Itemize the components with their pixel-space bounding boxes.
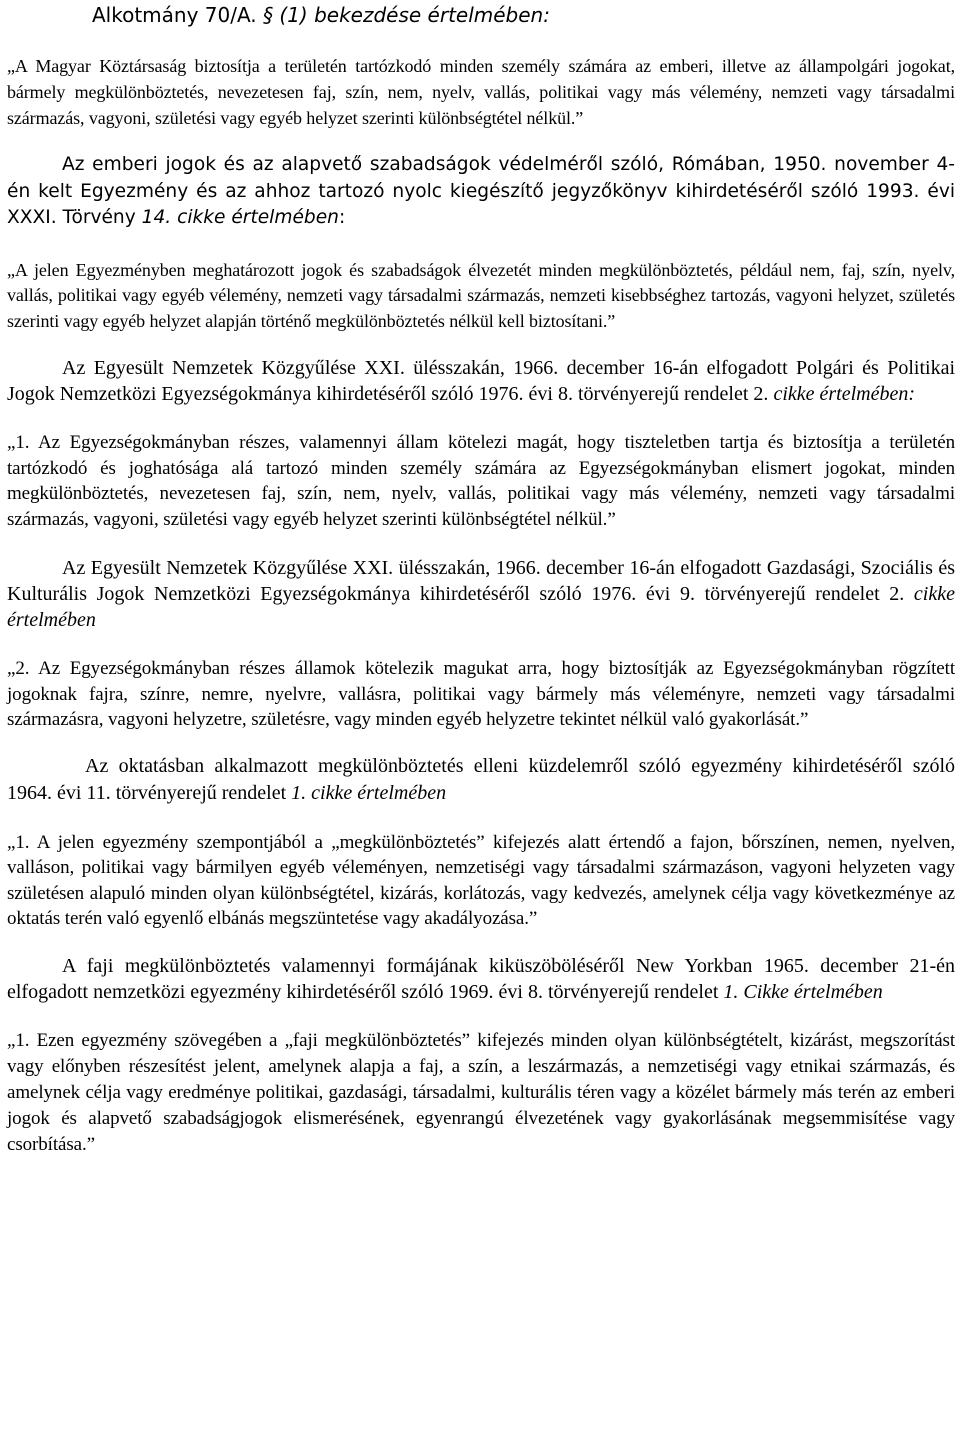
source-cerd-ref: 1. Cikke értelmében	[723, 981, 883, 1003]
document-heading	[92, 3, 955, 29]
quote-constitution: „A Magyar Köztársaság biztosítja a területén tartózkodó minden személy számára az emberi, illetve az állampolgári jogokat, bármely megkülönböztetés, nevezetesen faj, szín, nem, nyelv, vallás, politikai vagy más vélemény, nemzeti vagy társadalmi származás, vagyoni, születési vagy egyéb helyzet szerinti különbségtétel nélkül.”	[7, 56, 955, 128]
source-icescr-ref: cikke értelmében	[7, 583, 955, 631]
source-echr	[7, 152, 955, 232]
quote-education: „1. A jelen egyezmény szempontjából a „megkülönböztetés” kifejezés alatt értendő a fajon, bőrszínen, nemen, nyelven, valláson, politikai vagy bármilyen egyéb véleményen, nemzetiségi vagy társadalmi származáson, vagyoni helyzeten vagy születésen alapuló minden olyan különbségtétel, kizárás, korlátozás, vagy kedvezés, amelynek célja vagy következménye az oktatás terén való egyenlő elbánás megszüntetése vagy akadályozása.”	[7, 831, 955, 929]
source-education-main: Az oktatásban alkalmazott megkülönböztetés elleni küzdelemről szóló egyezmény kihirdetéséről szóló 1964. évi 11. törvényerejű rendelet	[7, 754, 955, 804]
source-icescr	[7, 555, 955, 633]
source-echr-ref: 14. cikke értelmében	[141, 207, 339, 228]
source-iccpr	[7, 355, 955, 407]
quote-cerd: „1. Ezen egyezmény szövegében a „faji megkülönböztetés” kifejezés minden olyan különbségtételt, kizárást, megszorítást vagy előnyben részesítést jelent, amelynek alapja a faj, a szín, a leszármazás, a nemzetiségi vagy etnikai származás, és amelynek célja vagy eredménye politikai, gazdasági, társadalmi, kulturális téren vagy a közélet bármely más terén az emberi jogok és alapvető szabadságjogok elismerésének, egyenrangú élvezetének vagy gyakorlásának megsemmisítése vagy csorbítása.”	[7, 1029, 955, 1155]
source-education	[7, 753, 955, 807]
heading-section: § (1) bekezdése értelmében:	[263, 3, 550, 27]
quote-iccpr: „1. Az Egyezségokmányban részes, valamennyi állam kötelezi magát, hogy tiszteletben tartja és biztosítja a területén tartózkodó és joghatósága alá tartozó minden személy számára az Egyezségokmányban elismert jogokat, minden megkülönböztetés, nevezetesen faj, szín, nem, nyelv, vallás, politikai vagy más vélemény, nemzeti vagy társadalmi származás, vagyoni, születési vagy egyéb helyzet szerinti különbségtétel nélkül.”	[7, 432, 955, 530]
source-iccpr-main: Az Egyesült Nemzetek Közgyűlése XXI. ülésszakán, 1966. december 16-án elfogadott Polgári és Politikai Jogok Nemzetközi Egyezségokmánya kihirdetéséről szóló 1976. évi 8. törvényerejű rendelet 2.	[7, 357, 955, 405]
quote-icescr: „2. Az Egyezségokmányban részes államok kötelezik magukat arra, hogy biztosítják az Egyezségokmányban rögzített jogoknak fajra, színre, nemre, nyelvre, vallásra, politikai vagy bármely más véleményre, nemzeti vagy társadalmi származásra, vagyoni helyzetre, születésre, vagy minden egyéb helyzetre tekintet nélkül való gyakorlását.”	[7, 658, 955, 730]
source-cerd	[7, 953, 955, 1006]
source-echr-main: Az emberi jogok és az alapvető szabadságok védelméről szóló, Rómában, 1950. november 4-én kelt Egyezmény és az ahhoz tartozó nyolc kiegészítő jegyzőkönyv kihirdetéséről szóló 1993. évi XXXI. Törvény	[7, 154, 955, 228]
document-page	[7, 0, 955, 1158]
source-echr-tail: :	[338, 207, 346, 228]
source-education-ref: 1. cikke értelmében	[291, 781, 447, 804]
quote-echr: „A jelen Egyezményben meghatározott jogok és szabadságok élvezetét minden megkülönböztetés, például nem, faj, szín, nyelv, vallás, politikai vagy egyéb vélemény, nemzeti vagy társadalmi származás, nemzeti kisebbséghez tartozás, vagyoni helyzet, születés szerinti vagy egyéb helyzet alapján történő megkülönböztetés nélkül kell biztosítani.”	[7, 259, 955, 331]
source-iccpr-ref: cikke értelmében:	[773, 383, 916, 405]
heading-prefix: Alkotmány 70/A.	[92, 3, 264, 27]
source-icescr-main: Az Egyesült Nemzetek Közgyűlése XXI. ülésszakán, 1966. december 16-án elfogadott Gazdasági, Szociális és Kulturális Jogok Nemzetközi Egyezségokmánya kihirdetéséről szóló 1976. évi 9. törvényerejű rendelet 2.	[7, 557, 955, 605]
source-cerd-main: A faji megkülönböztetés valamennyi formájának kiküszöböléséről New Yorkban 1965. december 21-én elfogadott nemzetközi egyezmény kihirdetéséről szóló 1969. évi 8. törvényerejű rendelet	[7, 954, 955, 1003]
